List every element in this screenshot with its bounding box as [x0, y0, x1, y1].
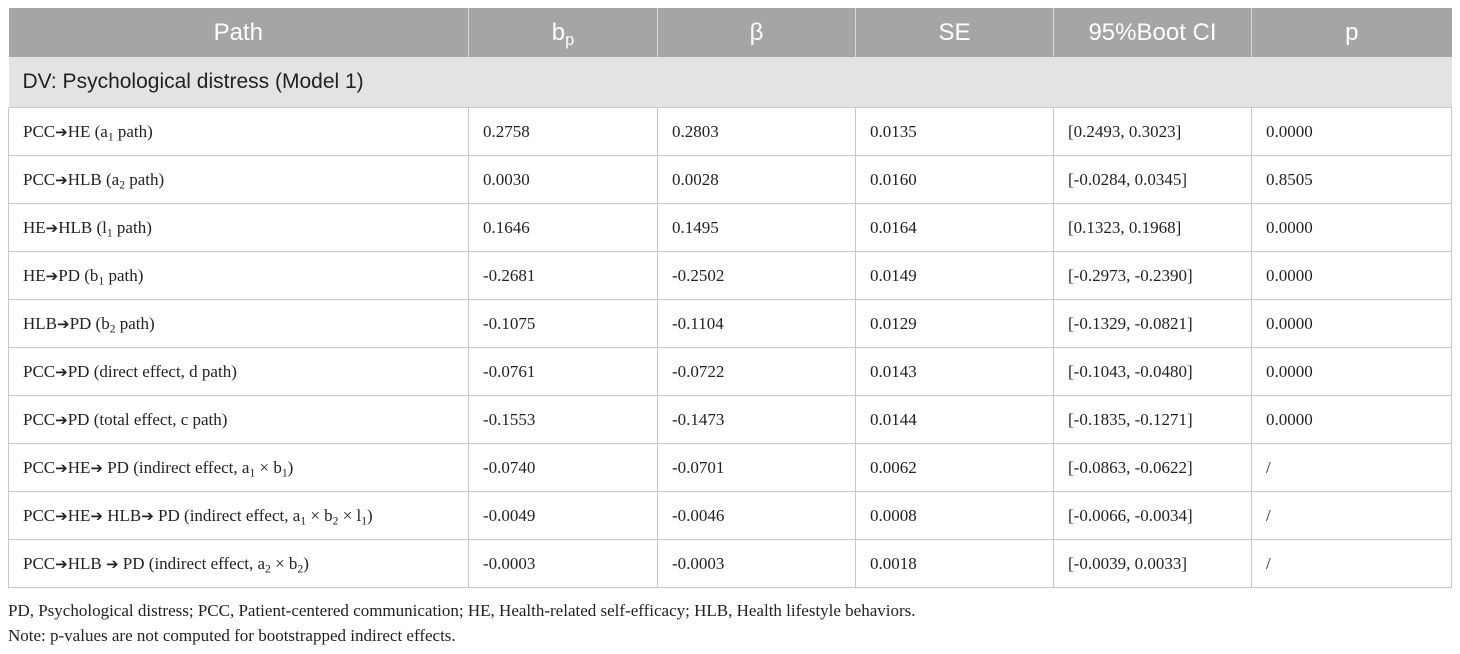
header-path: Path [9, 8, 469, 57]
section-label: DV: Psychological distress (Model 1) [9, 57, 1452, 108]
path-text: HLB [23, 313, 57, 333]
path-subscript: 2 [109, 321, 116, 335]
cell-beta: -0.2502 [658, 252, 856, 300]
cell-beta: 0.1495 [658, 204, 856, 252]
path-text: PCC [23, 505, 56, 525]
cell-beta: 0.0028 [658, 156, 856, 204]
path-text: HE [67, 457, 91, 477]
header-se: SE [856, 8, 1054, 57]
arrow-icon: ➔ [55, 170, 68, 189]
path-text: PD (indirect effect, a [118, 553, 266, 573]
results-table-container [8, 8, 1451, 588]
header-beta: β [658, 8, 856, 57]
mediation-results-table [8, 8, 1452, 588]
arrow-icon: ➔ [90, 458, 103, 477]
cell-se: 0.0164 [856, 204, 1054, 252]
cell-path [9, 252, 469, 300]
arrow-icon: ➔ [55, 458, 68, 477]
cell-se: 0.0143 [856, 348, 1054, 396]
cell-se: 0.0144 [856, 396, 1054, 444]
cell-ci: [-0.0066, -0.0034] [1054, 492, 1252, 540]
path-text: path) [115, 313, 155, 333]
table-row [9, 348, 1452, 396]
path-subscript: 1 [300, 513, 307, 527]
path-text: × b [306, 505, 333, 525]
cell-ci: [0.1323, 0.1968] [1054, 204, 1252, 252]
arrow-icon: ➔ [45, 266, 59, 285]
path-subscript: 1 [249, 465, 256, 479]
path-text: HE [67, 505, 91, 525]
cell-path [9, 444, 469, 492]
path-text: HE (a [67, 121, 108, 141]
abbreviations-note: PD, Psychological distress; PCC, Patient-centered communication; HE, Health-related self-efficacy; HLB, Health lifestyle behaviors. [8, 601, 916, 620]
path-subscript: 1 [107, 129, 114, 143]
cell-path [9, 108, 469, 156]
cell-beta: -0.1473 [658, 396, 856, 444]
arrow-icon: ➔ [55, 506, 68, 525]
path-text: PCC [23, 553, 56, 573]
cell-se: 0.0160 [856, 156, 1054, 204]
path-text: path) [124, 169, 165, 189]
path-text: HLB (a [67, 169, 120, 189]
cell-ci: [-0.0863, -0.0622] [1054, 444, 1252, 492]
path-text: PCC [23, 409, 56, 429]
cell-bp: -0.0740 [469, 444, 658, 492]
cell-p: 0.0000 [1252, 108, 1452, 156]
arrow-icon: ➔ [55, 410, 68, 429]
table-row [9, 540, 1452, 588]
path-text: × b [255, 457, 282, 477]
path-text: path) [112, 217, 152, 237]
arrow-icon: ➔ [57, 314, 70, 333]
cell-se: 0.0018 [856, 540, 1054, 588]
path-text: HLB (l [58, 217, 107, 237]
path-subscript: 2 [119, 177, 125, 191]
path-text: PD (total effect, c path) [67, 409, 228, 429]
arrow-icon: ➔ [45, 218, 59, 237]
table-row [9, 204, 1452, 252]
cell-path [9, 348, 469, 396]
cell-bp: -0.0049 [469, 492, 658, 540]
path-subscript: 1 [106, 225, 113, 239]
arrow-icon: ➔ [55, 554, 68, 573]
arrow-icon: ➔ [55, 122, 68, 141]
table-row [9, 300, 1452, 348]
path-subscript: 1 [361, 513, 368, 527]
cell-ci: [-0.1043, -0.0480] [1054, 348, 1252, 396]
path-text: PCC [23, 457, 56, 477]
path-text: ) [367, 505, 373, 525]
cell-beta: -0.1104 [658, 300, 856, 348]
cell-p: 0.8505 [1252, 156, 1452, 204]
cell-se: 0.0149 [856, 252, 1054, 300]
cell-bp: -0.1553 [469, 396, 658, 444]
cell-path [9, 300, 469, 348]
cell-ci: [-0.0284, 0.0345] [1054, 156, 1252, 204]
path-text: path) [104, 265, 144, 285]
table-row [9, 492, 1452, 540]
cell-p: / [1252, 444, 1452, 492]
cell-p: 0.0000 [1252, 252, 1452, 300]
path-subscript: 1 [98, 273, 105, 287]
cell-ci: [-0.2973, -0.2390] [1054, 252, 1252, 300]
path-subscript: 2 [332, 513, 339, 527]
path-text: PD (b [69, 313, 110, 333]
table-row [9, 108, 1452, 156]
path-text: PD (indirect effect, a [102, 457, 250, 477]
cell-bp: -0.0761 [469, 348, 658, 396]
path-text: HLB [102, 505, 142, 525]
cell-se: 0.0129 [856, 300, 1054, 348]
cell-path [9, 492, 469, 540]
cell-bp: -0.2681 [469, 252, 658, 300]
cell-p: 0.0000 [1252, 348, 1452, 396]
path-text: PCC [23, 121, 56, 141]
path-text: HE [23, 217, 46, 237]
path-text: path) [113, 121, 153, 141]
path-subscript: 1 [281, 465, 288, 479]
table-row [9, 252, 1452, 300]
header-ci: 95%Boot CI [1054, 8, 1252, 57]
cell-ci: [-0.1835, -0.1271] [1054, 396, 1252, 444]
cell-bp: -0.1075 [469, 300, 658, 348]
path-text: PD (indirect effect, a [153, 505, 301, 525]
cell-beta: -0.0003 [658, 540, 856, 588]
path-text: HLB [67, 553, 106, 573]
table-row [9, 444, 1452, 492]
cell-ci: [-0.0039, 0.0033] [1054, 540, 1252, 588]
arrow-icon: ➔ [105, 554, 119, 573]
header-bp-label: b [551, 18, 566, 46]
cell-beta: 0.2803 [658, 108, 856, 156]
cell-se: 0.0135 [856, 108, 1054, 156]
cell-se: 0.0062 [856, 444, 1054, 492]
cell-se: 0.0008 [856, 492, 1054, 540]
section-row [9, 57, 1452, 108]
header-bp [469, 8, 658, 57]
path-subscript: 2 [297, 561, 304, 575]
cell-beta: -0.0701 [658, 444, 856, 492]
header-p: p [1252, 8, 1452, 57]
cell-bp: 0.0030 [469, 156, 658, 204]
arrow-icon: ➔ [55, 362, 68, 381]
cell-beta: -0.0046 [658, 492, 856, 540]
cell-p: / [1252, 540, 1452, 588]
path-text: × b [270, 553, 298, 573]
path-text: ) [303, 553, 309, 573]
cell-bp: -0.0003 [469, 540, 658, 588]
path-text: × l [338, 505, 362, 525]
table-header-row [9, 8, 1452, 57]
arrow-icon: ➔ [90, 506, 103, 525]
cell-p: 0.0000 [1252, 300, 1452, 348]
path-text: ) [287, 457, 294, 477]
path-text: PCC [23, 361, 56, 381]
cell-ci: [0.2493, 0.3023] [1054, 108, 1252, 156]
path-text: PCC [23, 169, 56, 189]
cell-bp: 0.1646 [469, 204, 658, 252]
path-text: PD (direct effect, d path) [67, 361, 237, 381]
cell-path [9, 204, 469, 252]
table-footnotes [8, 598, 916, 648]
cell-beta: -0.0722 [658, 348, 856, 396]
cell-p: / [1252, 492, 1452, 540]
p-value-note: Note: p-values are not computed for bootstrapped indirect effects. [8, 626, 456, 645]
cell-p: 0.0000 [1252, 204, 1452, 252]
path-text: PD (b [58, 265, 99, 285]
arrow-icon: ➔ [141, 506, 154, 525]
path-text: HE [23, 265, 46, 285]
table-row [9, 156, 1452, 204]
cell-ci: [-0.1329, -0.0821] [1054, 300, 1252, 348]
cell-path [9, 156, 469, 204]
path-subscript: 2 [265, 561, 271, 575]
cell-path [9, 540, 469, 588]
table-row [9, 396, 1452, 444]
cell-p: 0.0000 [1252, 396, 1452, 444]
header-bp-subscript: p [565, 30, 575, 49]
cell-path [9, 396, 469, 444]
cell-bp: 0.2758 [469, 108, 658, 156]
